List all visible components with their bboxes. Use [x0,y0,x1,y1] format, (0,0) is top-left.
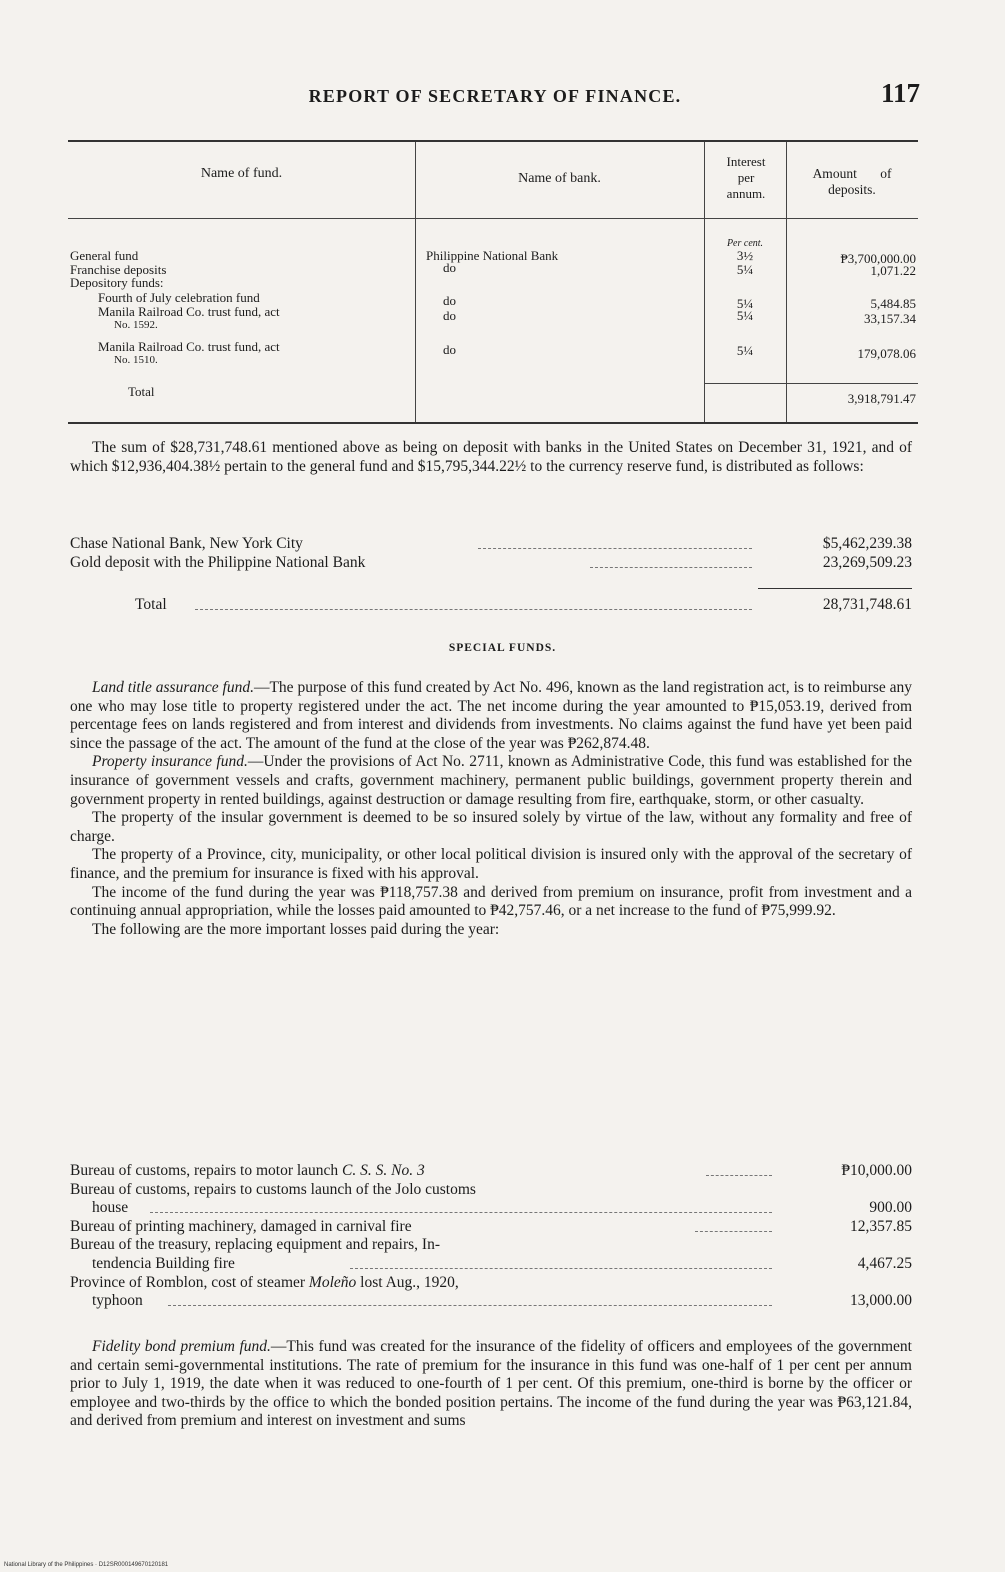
fund-name: Manila Railroad Co. trust fund, act [98,304,280,319]
deposit-amount: 1,071.22 [870,263,916,278]
col-header-bank: Name of bank. [518,171,601,186]
ledger-row [70,554,912,573]
loss-text: Province of Romblon, cost of steamer [70,1273,309,1291]
report-title: REPORT OF SECRETARY OF FINANCE. [308,86,682,106]
bank-name: do [443,293,456,308]
loss-label: Bureau of the treasury, replacing equipment and repairs, In- [70,1236,440,1254]
deposit-amount: 5,484.85 [870,296,916,311]
unit-label: Per cent. [726,238,764,249]
loss-row-cont [70,1255,912,1274]
interest-rate: 5¼ [736,308,754,323]
loss-label: Bureau of customs, repairs to customs launch of the Jolo customs [70,1180,476,1198]
deposit-amount: ₱3,700,000.00 [840,251,916,266]
fund-name: General fund [70,248,139,263]
property-insurance-heading: Property insurance fund. [92,753,248,771]
ledger-label: Chase National Bank, New York City [70,535,303,552]
loss-text: lost Aug., 1920, [356,1273,459,1291]
col-header-amount: Amount of deposits. [812,166,892,197]
running-header [70,78,920,114]
vessel-name: C. S. S. No. 3 [342,1162,425,1179]
losses-intro: The following are the more important losses paid during the year: [92,920,500,938]
bank-name: do [443,308,456,323]
sum-rule [758,588,912,589]
loss-label [70,1274,459,1293]
leader-dots [195,609,752,610]
loss-label-cont: house [92,1199,129,1217]
loss-row-cont [70,1292,912,1311]
total-label: Total [135,596,167,613]
loss-label [70,1162,425,1181]
land-title-text: —The purpose of this fund created by Act No. 496, known as the land registration act, is to reimburse any one who may lose title to property registered under the act. The net income during the year amounted to ₱15,053.19, derived from percentage fees on lands registered and from interest and dividends from investments. No claims against the fund have yet been paid since the passage of the act. The amount of the fund at the close of the year was ₱262,874.48. [70,679,913,752]
total-label: Total [128,384,155,399]
loss-row [70,1274,912,1293]
loss-amount: 13,000.00 [850,1292,912,1310]
col-header-interest: Interest per annum. [726,154,766,201]
bank-name: do [443,342,456,357]
fund-name: Franchise deposits [70,262,167,277]
loss-row-cont [70,1199,912,1218]
intro-text: The sum of $28,731,748.61 mentioned above as being on deposit with banks in the United States on December 31, 1921, and of which $12,936,404.38½ pertain to the general fund and $15,795,344.22½ to the currency reserve fund, is distributed as follows: [70,439,912,475]
header-rule [68,218,918,219]
leader-dots [350,1268,772,1269]
fund-act-number: No. 1510. [114,354,158,366]
loss-label-cont: tendencia Building fire [92,1254,235,1272]
ledger-amount: 23,269,509.23 [822,553,912,571]
fund-name: Manila Railroad Co. trust fund, act [98,339,280,354]
ledger-label: Gold deposit with the Philippine National Bank [70,553,366,571]
loss-row [70,1236,912,1255]
interest-rate: 5¼ [736,343,754,358]
interest-rate: 3½ [736,248,754,263]
loss-amount: 4,467.25 [857,1254,912,1272]
us-deposits-total [70,596,912,615]
property-insurance-text: —Under the provisions of Act No. 2711, known as Administrative Code, this fund was established for the insurance of government vessels and crafts, government machinery, permanent public buildings, government property therein and government property in rented buildings, against destruction or damage resulting from fire, earthquake, storm, or other casualty. [70,753,912,808]
deposit-amount: 179,078.06 [857,346,916,361]
fidelity-body [70,1338,912,1431]
column-divider [704,142,705,422]
intro-paragraph [70,439,912,476]
property-paragraph-4: The income of the fund during the year was ₱118,757.38 and derived from premium on insurance, profit from investment and a continuing annual appropriation, while the losses paid amounted to ₱42,757.46, or a net increase to the fund of ₱75,999.92. [70,883,912,920]
loss-label: Bureau of printing machinery, damaged in carnival fire [70,1217,412,1235]
leader-dots [150,1212,772,1213]
land-title-heading: Land title assurance fund. [92,679,254,696]
ledger-row [70,535,912,554]
loss-amount: ₱10,000.00 [841,1162,912,1179]
fund-act-number: No. 1592. [114,319,158,331]
bank-name: do [443,260,456,275]
column-divider [786,142,787,422]
interest-rate: 5¼ [736,296,754,311]
loss-row [70,1218,912,1237]
losses-list [70,1162,912,1311]
bank-name: Philippine National Bank [426,248,559,263]
total-amount: 28,731,748.61 [822,596,912,613]
leader-dots [695,1231,772,1232]
fidelity-paragraph [70,1338,912,1431]
property-insurance-paragraph [70,753,912,809]
leader-dots [590,567,752,568]
interest-rate: 5¼ [736,262,754,277]
loss-row [70,1162,912,1181]
ledger-row [70,596,912,615]
vessel-name: Moleño [308,1273,357,1291]
ledger-amount: $5,462,239.38 [822,535,912,552]
property-paragraph-3: The property of a Province, city, municipality, or other local political division is insured only with the approval of the secretary of finance, and the premium for insurance is fixed with his approval. [70,846,912,882]
fidelity-text: —This fund was created for the insurance of the fidelity of officers and employees of the government and certain semi-governmental institutions. The rate of premium for the insurance in this fund was one-half of 1 per cent per annum prior to July 1, 1919, the date when it was reduced to one-fourth of 1 per cent. Of this premium, one-third is borne by the officer or employee and two-thirds by the office to which the bonded position pertains. The income of the fund during the year was ₱63,121.84, and derived from premium and interest on investment and sums [70,1338,912,1430]
us-deposits-list [70,535,912,572]
loss-amount: 900.00 [869,1199,912,1217]
col-header-fund: Name of fund. [200,166,283,181]
loss-row [70,1181,912,1200]
loss-label-cont: typhoon [92,1292,143,1310]
fund-name: Fourth of July celebration fund [98,290,260,305]
leader-dots [478,548,752,549]
loss-text: Bureau of customs, repairs to motor launch [70,1162,343,1179]
special-funds-body [70,679,912,939]
leader-dots [168,1305,772,1306]
total-amount: 3,918,791.47 [847,391,916,406]
land-title-paragraph [70,679,912,753]
loss-amount: 12,357.85 [850,1217,912,1235]
special-funds-heading: SPECIAL FUNDS. [448,642,557,654]
fund-group-label: Depository funds: [70,275,164,290]
deposits-table [68,140,918,424]
total-rule [704,383,918,384]
page-number: 117 [880,78,920,108]
property-paragraph-2: The property of the insular government is deemed to be so insured solely by virtue of the law, without any formality and free of charge. [70,809,912,845]
deposit-amount: 33,157.34 [864,311,916,326]
scan-credit: National Library of the Philippines · D12SR000149670120181 [4,1562,169,1568]
leader-dots [706,1175,772,1176]
fidelity-heading: Fidelity bond premium fund. [92,1338,271,1355]
